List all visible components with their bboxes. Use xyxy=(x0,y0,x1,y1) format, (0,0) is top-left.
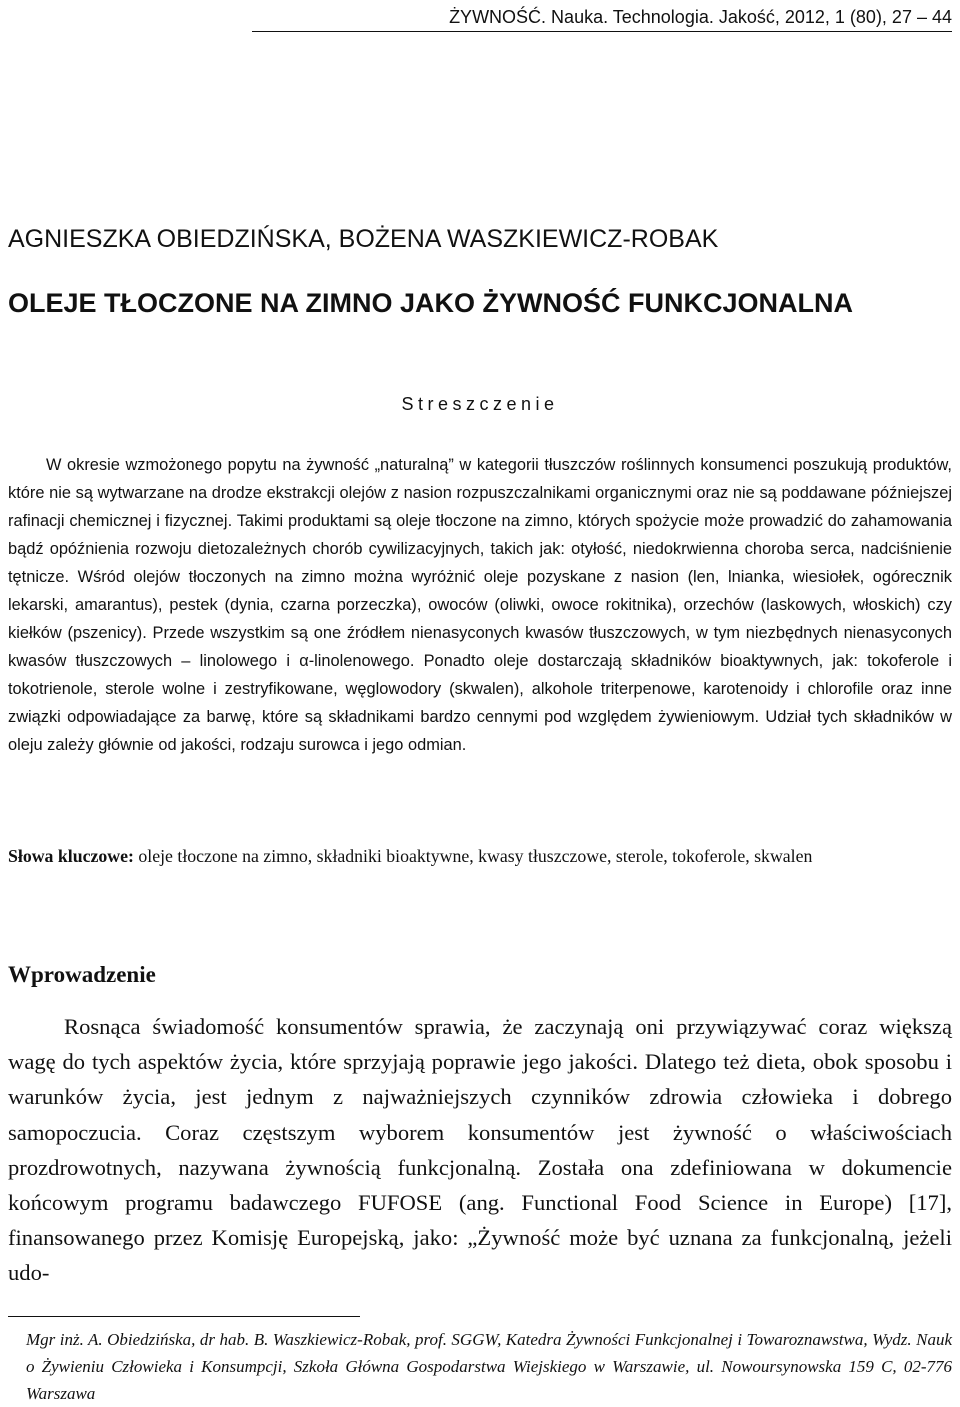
author-affiliation-footnote: Mgr inż. A. Obiedzińska, dr hab. B. Waszkiewicz-Robak, prof. SGGW, Katedra Żywności Funkcjonalnej i Towaroznawstwa, Wydz. Nauk o Żywieniu Człowieka i Konsumpcji, Szkoła Główna Gospodarstwa Wiejskiego w Warszawie, ul. Nowoursynowska 159 C, 02-776 Warszawa xyxy=(26,1330,952,1403)
section-heading-introduction: Wprowadzenie xyxy=(8,962,156,987)
footnote-divider xyxy=(8,1316,360,1317)
abstract-heading: Streszczenie xyxy=(401,394,559,414)
introduction-text: Rosnąca świadomość konsumentów sprawia, że zaczynają oni przywiązywać coraz większą wagę do tych aspektów życia, które sprzyjają poprawie jego jakości. Dlatego też dieta, obok sposobu i warunków życia, jest jednym z najważniejszych czynników zdrowia człowieka i dobrego samopoczucia. Coraz częstszym wyborem konsumentów jest żywność o właściwościach prozdrowotnych, nazywana żywnością funkcjonalną. Została ona zdefiniowana w dokumencie końcowym programu badawczego FUFOSE (ang. Functional Food Science in Europe) [17], finansowanego przez Komisję Europejską, jako: „Żywność może być uznana za funkcjonalną, jeżeli udo- xyxy=(8,1014,952,1286)
abstract-text: W okresie wzmożonego popytu na żywność „naturalną” w kategorii tłuszczów roślinnych konsumenci poszukują produktów, które nie są wytwarzane na drodze ekstrakcji olejów z nasion rozpuszczalnikami organicznymi oraz nie są poddawane późniejszej rafinacji chemicznej i fizycznej. Takimi produktami są oleje tłoczone na zimno, których spożycie może prowadzić do zahamowania bądź opóźnienia rozwoju dietozależnych chorób cywilizacyjnych, takich jak: otyłość, niedokrwienna choroba serca, nadciśnienie tętnicze. Wśród olejów tłoczonych na zimno można wyróżnić oleje pozyskane z nasion (len, lnianka, wiesiołek, ogórecznik lekarski, amarantus), pestek (dynia, czarna porzeczka), owoców (oliwki, owoce rokitnika), orzechów (laskowych, włoskich) czy kiełków (pszenicy). Przede wszystkim są one źródłem nienasyconych kwasów tłuszczowych, w tym niezbędnych nienasyconych kwasów tłuszczowych – linolowego i α-linolenowego. Ponadto oleje dostarczają składników bioaktywnych, jak: tokoferole i tokotrienole, sterole wolne i zestryfikowane, węglowodory (skwalen), alkohole triterpenowe, karotenoidy i chlorofile oraz inne związki odpowiadające za barwę, które są składnikami bardzo cennymi pod względem żywieniowym. Udział tych składników w oleju zależy głównie od jakości, rodzaju surowca i jego odmian. xyxy=(8,456,952,754)
journal-header: ŻYWNOŚĆ. Nauka. Technologia. Jakość, 2012, 1 (80), 27 – 44 xyxy=(252,5,952,32)
keywords-label: Słowa kluczowe: xyxy=(8,846,134,866)
keywords xyxy=(8,842,952,870)
keywords-text: oleje tłoczone na zimno, składniki bioaktywne, kwasy tłuszczowe, sterole, tokoferole, skwalen xyxy=(133,846,813,866)
article-title: OLEJE TŁOCZONE NA ZIMNO JAKO ŻYWNOŚĆ FUNKCJONALNA xyxy=(8,288,854,318)
article-authors: AGNIESZKA OBIEDZIŃSKA, BOŻENA WASZKIEWICZ-ROBAK xyxy=(8,225,719,253)
